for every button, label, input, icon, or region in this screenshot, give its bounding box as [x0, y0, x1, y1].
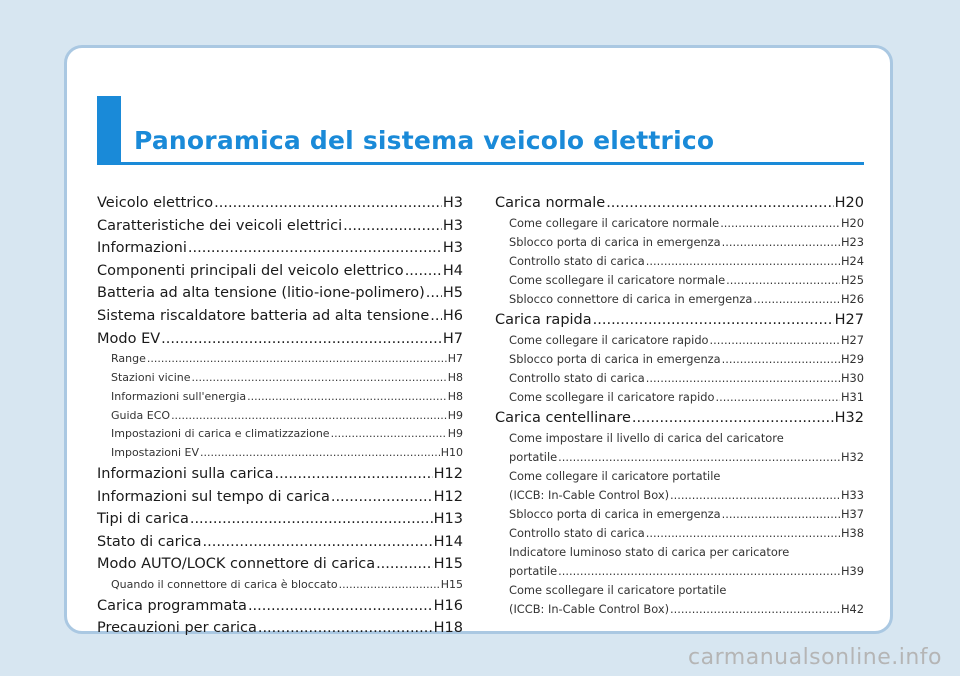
- toc-entry-label: Carica normale: [495, 195, 606, 211]
- toc-entry-label: Indicatore luminoso stato di carica per caricatore: [509, 545, 790, 559]
- toc-entry-label: Tipi di carica: [97, 511, 189, 528]
- toc-page-number: H27: [834, 312, 864, 328]
- toc-page-number: H7: [442, 330, 463, 347]
- toc-entry[interactable]: [97, 260, 463, 283]
- toc-entry-label: Informazioni: [97, 240, 187, 257]
- dot-leader: [275, 463, 433, 486]
- toc-entry-label: Come collegare il caricatore normale: [509, 216, 720, 230]
- dot-leader: [715, 388, 839, 407]
- toc-page-number: H13: [433, 511, 463, 528]
- toc-page-number: H6: [442, 307, 463, 324]
- toc-entry[interactable]: [97, 553, 463, 576]
- toc-entry-label: Come scollegare il caricatore rapido: [509, 390, 715, 404]
- toc-entry-label: Sblocco connettore di carica in emergenza: [509, 292, 753, 306]
- toc-page-number: H31: [840, 390, 864, 404]
- dot-leader: [558, 448, 840, 467]
- toc-page-number: H37: [840, 507, 864, 521]
- dot-leader: [248, 595, 433, 618]
- toc-page-number: H7: [447, 352, 463, 366]
- toc-subentry[interactable]: [495, 369, 864, 388]
- dot-leader: [190, 508, 433, 531]
- toc-page-number: H20: [834, 195, 864, 211]
- toc-entry-label: Come scollegare il caricatore normale: [509, 273, 726, 287]
- toc-entry-label: Stazioni vicine: [111, 370, 191, 384]
- title-underline: [97, 162, 864, 165]
- dot-leader: [430, 305, 442, 328]
- toc-left-column: [97, 192, 463, 640]
- toc-entry[interactable]: [97, 595, 463, 618]
- toc-subentry[interactable]: [495, 562, 864, 581]
- dot-leader: [726, 271, 840, 290]
- toc-entry[interactable]: [97, 531, 463, 554]
- toc-entry-label: Sblocco porta di carica in emergenza: [509, 352, 721, 366]
- toc-entry-label: Carica rapida: [495, 312, 592, 328]
- dot-leader: [646, 524, 840, 543]
- toc-entry-label: Controllo stato di carica: [509, 371, 645, 385]
- dot-leader: [376, 553, 433, 576]
- dot-leader: [722, 505, 840, 524]
- toc-entry-label: portatile: [509, 450, 558, 464]
- toc-subentry[interactable]: [97, 444, 463, 463]
- toc-entry-label: Batteria ad alta tensione (litio-ione-polimero): [97, 285, 425, 302]
- toc-subentry[interactable]: [495, 290, 864, 309]
- toc-page-number: H5: [442, 285, 463, 302]
- toc-entry-label: Come collegare il caricatore portatile: [509, 469, 721, 483]
- toc-page-number: H15: [433, 556, 463, 573]
- toc-subentry[interactable]: [495, 467, 864, 486]
- toc-page-number: H16: [433, 597, 463, 614]
- toc-entry[interactable]: [97, 617, 463, 640]
- toc-subentry[interactable]: [495, 600, 864, 619]
- dot-leader: [200, 444, 440, 463]
- toc-page-number: H32: [834, 410, 864, 426]
- dot-leader: [247, 388, 447, 407]
- toc-entry-label: Caratteristiche dei veicoli elettrici: [97, 217, 343, 234]
- toc-entry-label: Veicolo elettrico: [97, 195, 214, 211]
- dot-leader: [710, 331, 840, 350]
- toc-entry-label: Sblocco porta di carica in emergenza: [509, 235, 721, 249]
- toc-entry[interactable]: [495, 192, 864, 214]
- toc-entry-label: (ICCB: In-Cable Control Box): [509, 488, 670, 502]
- toc-subentry[interactable]: [495, 350, 864, 369]
- toc-subentry[interactable]: [495, 429, 864, 448]
- dot-leader: [722, 233, 840, 252]
- dot-leader: [722, 350, 840, 369]
- dot-leader: [632, 407, 834, 429]
- title-accent-block: [97, 96, 121, 164]
- toc-entry-label: Range: [111, 352, 146, 366]
- toc-page-number: H38: [840, 526, 864, 540]
- dot-leader: [331, 425, 447, 444]
- toc-subentry[interactable]: [495, 505, 864, 524]
- dot-leader: [646, 252, 840, 271]
- dot-leader: [753, 290, 840, 309]
- toc-page-number: H15: [440, 577, 463, 591]
- toc-subentry[interactable]: [495, 486, 864, 505]
- dot-leader: [646, 369, 840, 388]
- toc-page-number: H18: [433, 620, 463, 637]
- dot-leader: [558, 562, 840, 581]
- toc-page-number: H33: [840, 488, 864, 502]
- toc-entry-label: Informazioni sull'energia: [111, 389, 247, 403]
- dot-leader: [593, 309, 834, 331]
- toc-entry[interactable]: [495, 407, 864, 429]
- toc-entry-label: Come impostare il livello di carica del caricatore: [509, 431, 784, 445]
- toc-entry[interactable]: [97, 237, 463, 260]
- toc-subentry[interactable]: [495, 214, 864, 233]
- toc-entry-label: Informazioni sul tempo di carica: [97, 488, 330, 505]
- toc-page-number: H8: [447, 389, 463, 403]
- toc-entry-label: Impostazioni EV: [111, 446, 200, 460]
- toc-entry[interactable]: [97, 328, 463, 351]
- toc-entry-label: Informazioni sulla carica: [97, 465, 274, 482]
- watermark: carmanualsonline.info: [688, 645, 942, 670]
- toc-entry-label: Precauzioni per carica: [97, 620, 257, 637]
- toc-entry[interactable]: [97, 215, 463, 238]
- dot-leader: [405, 260, 442, 283]
- toc-page-number: H12: [433, 465, 463, 482]
- toc-page-number: H32: [840, 450, 864, 464]
- toc-subentry[interactable]: [97, 369, 463, 388]
- toc-subentry[interactable]: [495, 581, 864, 600]
- toc-page-number: H8: [447, 370, 463, 384]
- toc-entry-label: Stato di carica: [97, 533, 202, 550]
- toc-page-number: H20: [840, 216, 864, 230]
- toc-entry[interactable]: [97, 305, 463, 328]
- dot-leader: [670, 486, 840, 505]
- toc-page-number: H24: [840, 254, 864, 268]
- toc-subentry[interactable]: [495, 448, 864, 467]
- toc-subentry[interactable]: [97, 407, 463, 426]
- toc-right-column: [495, 192, 864, 619]
- toc-page-number: H26: [840, 292, 864, 306]
- toc-entry-label: Controllo stato di carica: [509, 254, 645, 268]
- toc-entry-label: Come scollegare il caricatore portatile: [509, 583, 727, 597]
- toc-subentry[interactable]: [495, 331, 864, 350]
- toc-entry-label: Modo AUTO/LOCK connettore di carica: [97, 556, 376, 573]
- toc-page-number: H9: [447, 427, 463, 441]
- dot-leader: [606, 192, 833, 214]
- dot-leader: [214, 192, 442, 215]
- toc-page-number: H9: [447, 408, 463, 422]
- toc-subentry[interactable]: [495, 543, 864, 562]
- toc-subentry[interactable]: [495, 233, 864, 252]
- toc-page-number: H23: [840, 235, 864, 249]
- dot-leader: [192, 369, 447, 388]
- toc-page-number: H4: [442, 262, 463, 279]
- toc-page-number: H10: [440, 446, 463, 460]
- toc-entry[interactable]: [97, 282, 463, 305]
- toc-entry-label: Carica programmata: [97, 597, 247, 614]
- toc-subentry[interactable]: [495, 524, 864, 543]
- dot-leader: [147, 350, 447, 369]
- dot-leader: [171, 407, 447, 426]
- toc-entry[interactable]: [97, 463, 463, 486]
- toc-entry-label: Carica centellinare: [495, 410, 631, 426]
- toc-page-number: H42: [840, 602, 864, 616]
- toc-entry[interactable]: [97, 192, 463, 215]
- dot-leader: [720, 214, 840, 233]
- dot-leader: [339, 576, 440, 595]
- toc-page-number: H39: [840, 564, 864, 578]
- toc-subentry[interactable]: [97, 388, 463, 407]
- toc-entry[interactable]: [97, 486, 463, 509]
- toc-page-number: H25: [840, 273, 864, 287]
- toc-page-number: H27: [840, 333, 864, 347]
- toc-page-number: H29: [840, 352, 864, 366]
- toc-page-number: H3: [442, 217, 463, 234]
- toc-subentry[interactable]: [495, 271, 864, 290]
- toc-entry-label: Modo EV: [97, 330, 161, 347]
- dot-leader: [258, 617, 433, 640]
- toc-subentry[interactable]: [97, 576, 463, 595]
- toc-entry-label: Quando il connettore di carica è bloccato: [111, 577, 338, 591]
- dot-leader: [161, 328, 442, 351]
- dot-leader: [343, 215, 442, 238]
- toc-page-number: H12: [433, 488, 463, 505]
- toc-subentry[interactable]: [495, 252, 864, 271]
- toc-entry-label: Componenti principali del veicolo elettrico: [97, 262, 404, 279]
- page-title: Panoramica del sistema veicolo elettrico: [134, 126, 715, 155]
- toc-page-number: H14: [433, 533, 463, 550]
- toc-entry-label: Come collegare il caricatore rapido: [509, 333, 709, 347]
- toc-entry-label: portatile: [509, 564, 558, 578]
- dot-leader: [188, 237, 442, 260]
- toc-entry-label: Controllo stato di carica: [509, 526, 645, 540]
- toc-entry-label: Guida ECO: [111, 408, 171, 422]
- toc-page-number: H3: [442, 240, 463, 257]
- toc-page-number: H30: [840, 371, 864, 385]
- dot-leader: [203, 531, 433, 554]
- toc-subentry[interactable]: [495, 388, 864, 407]
- toc-entry-label: Impostazioni di carica e climatizzazione: [111, 427, 330, 441]
- dot-leader: [331, 486, 433, 509]
- toc-entry-label: (ICCB: In-Cable Control Box): [509, 602, 670, 616]
- toc-entry-label: Sblocco porta di carica in emergenza: [509, 507, 721, 521]
- toc-entry-label: Sistema riscaldatore batteria ad alta tensione: [97, 307, 430, 324]
- toc-subentry[interactable]: [97, 350, 463, 369]
- dot-leader: [426, 282, 442, 305]
- dot-leader: [670, 600, 840, 619]
- toc-entry[interactable]: [97, 508, 463, 531]
- toc-subentry[interactable]: [97, 425, 463, 444]
- toc-entry[interactable]: [495, 309, 864, 331]
- toc-page-number: H3: [442, 195, 463, 211]
